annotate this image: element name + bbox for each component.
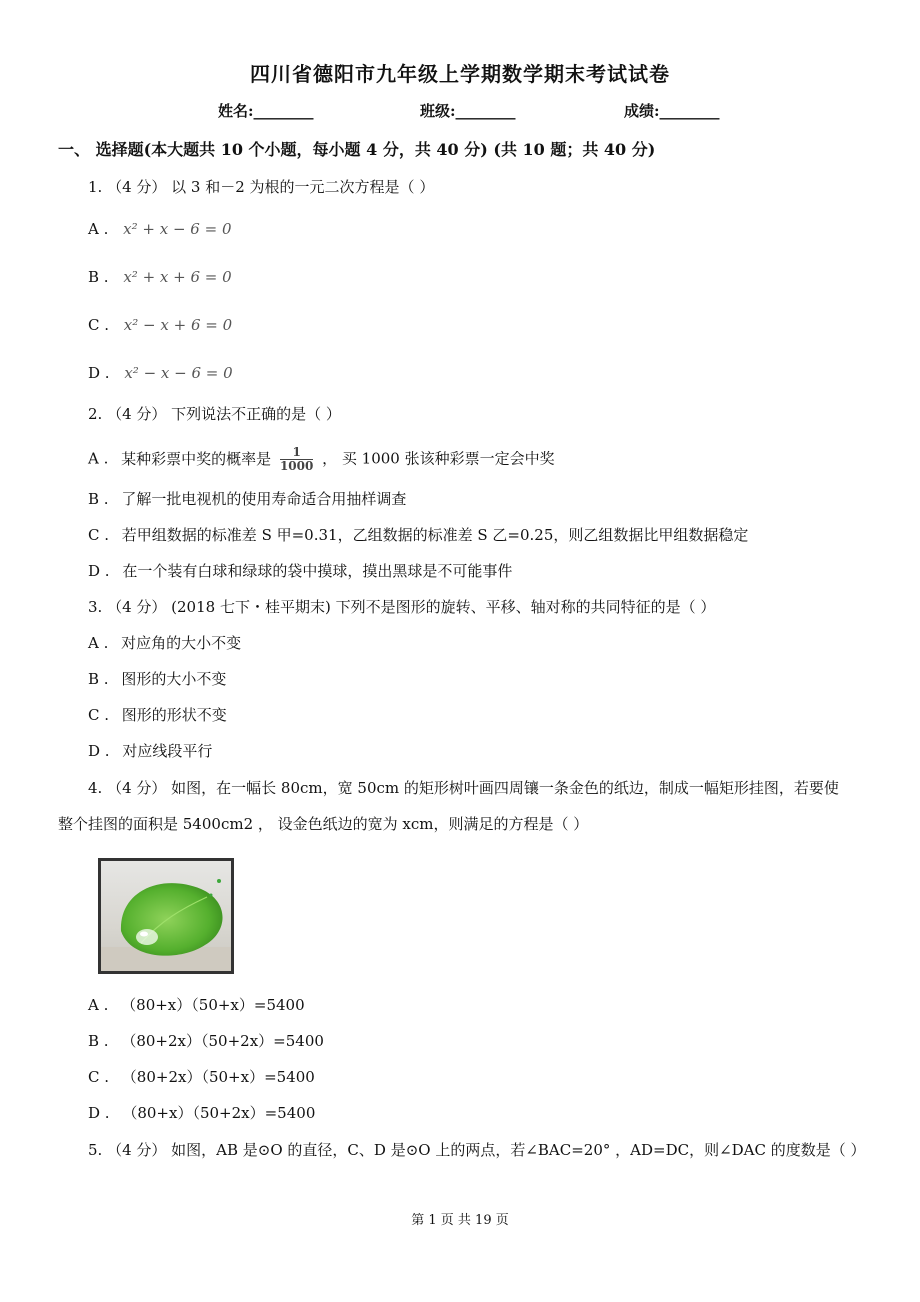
question-5-stem: 5. （4 分） 如图，AB 是⊙O 的直径，C、D 是⊙O 上的两点，若∠BAC=20° ，AD=DC，则∠DAC 的度数是（ ） [88, 1141, 866, 1159]
option-text: 图形的大小不变 [121, 670, 227, 688]
option-text: 图形的形状不变 [121, 706, 227, 724]
question-1-stem: 1. （4 分） 以 3 和－2 为根的一元二次方程是（ ） [88, 178, 435, 196]
leaf-picture-figure [98, 858, 234, 974]
q3-option-a [88, 632, 241, 653]
option-label: C . [88, 1068, 110, 1086]
option-text: （80+2x）（50+2x）=5400 [121, 1032, 324, 1050]
option-math: x² + x + 6 = 0 [123, 268, 232, 286]
option-text: 若甲组数据的标准差 S 甲=0.31，乙组数据的标准差 S 乙=0.25，则乙组数据比甲组数据稳定 [121, 526, 749, 544]
fraction-numerator: 1 [280, 446, 313, 460]
q1-option-b [88, 268, 232, 286]
question-2-stem: 2. （4 分） 下列说法不正确的是（ ） [88, 405, 341, 423]
option-label: B . [88, 268, 109, 286]
option-text: （80+x）（50+2x）=5400 [122, 1104, 316, 1122]
option-label: D . [88, 742, 110, 760]
question-4-stem-line1: 4. （4 分） 如图，在一幅长 80cm，宽 50cm 的矩形树叶画四周镶一条金色的纸边，制成一幅矩形挂图，若要使 [88, 779, 839, 797]
page-footer: 第 1 页 共 19 页 [411, 1213, 509, 1228]
fraction-denominator: 1000 [279, 459, 314, 473]
option-label: C . [88, 316, 110, 334]
q4-option-d [88, 1102, 315, 1123]
option-label: A . [88, 220, 109, 238]
option-label: B . [88, 670, 109, 688]
q4-option-c [88, 1066, 315, 1087]
option-math: x² − x − 6 = 0 [124, 364, 233, 382]
option-math: x² + x − 6 = 0 [123, 220, 232, 238]
option-text: （80+2x）（50+x）=5400 [121, 1068, 315, 1086]
q3-option-d [88, 740, 212, 761]
q2-option-b [88, 488, 406, 509]
option-text: 在一个装有白球和绿球的袋中摸球，摸出黑球是不可能事件 [122, 562, 513, 580]
option-text: 某种彩票中奖的概率是 [121, 449, 272, 468]
leaf-image [101, 861, 231, 971]
option-label: D . [88, 364, 110, 382]
option-label: D . [88, 562, 110, 580]
option-label: C . [88, 706, 110, 724]
probability-fraction [280, 446, 313, 473]
option-label: B . [88, 490, 109, 508]
q3-option-c [88, 704, 227, 725]
option-label: A . [88, 634, 109, 652]
q2-option-d [88, 560, 512, 581]
q4-option-b [88, 1030, 324, 1051]
option-label: B . [88, 1032, 109, 1050]
option-text: ， 买 1000 张该种彩票一定会中奖 [322, 449, 555, 468]
score-field: 成绩:________ [624, 102, 720, 120]
class-field: 班级:________ [420, 102, 516, 120]
q1-option-c [88, 316, 232, 334]
option-label: D . [88, 1104, 110, 1122]
q2-option-a [88, 446, 555, 473]
section-heading: 一、 选择题(本大题共 10 个小题，每小题 4 分，共 40 分) (共 10 题；共 40 分) [58, 140, 656, 159]
option-text: （80+x）（50+x）=5400 [121, 996, 305, 1014]
option-text: 对应线段平行 [122, 742, 213, 760]
option-label: A . [88, 449, 109, 468]
option-text: 了解一批电视机的使用寿命适合用抽样调查 [121, 490, 407, 508]
q3-option-b [88, 668, 226, 689]
name-field: 姓名:________ [218, 102, 314, 120]
q1-option-d [88, 364, 233, 382]
q2-option-c [88, 524, 748, 545]
question-4-stem-line2: 整个挂图的面积是 5400cm2 ， 设金色纸边的宽为 xcm，则满足的方程是（ ） [58, 815, 589, 833]
q4-option-a [88, 994, 305, 1015]
option-label: C . [88, 526, 110, 544]
option-math: x² − x + 6 = 0 [123, 316, 233, 334]
q1-option-a [88, 220, 232, 238]
page-title: 四川省德阳市九年级上学期数学期末考试试卷 [250, 62, 670, 86]
option-text: 对应角的大小不变 [121, 634, 242, 652]
option-label: A . [88, 996, 109, 1014]
question-3-stem: 3. （4 分） (2018 七下・桂平期末) 下列不是图形的旋转、平移、轴对称的共同特征的是（ ） [88, 598, 716, 616]
